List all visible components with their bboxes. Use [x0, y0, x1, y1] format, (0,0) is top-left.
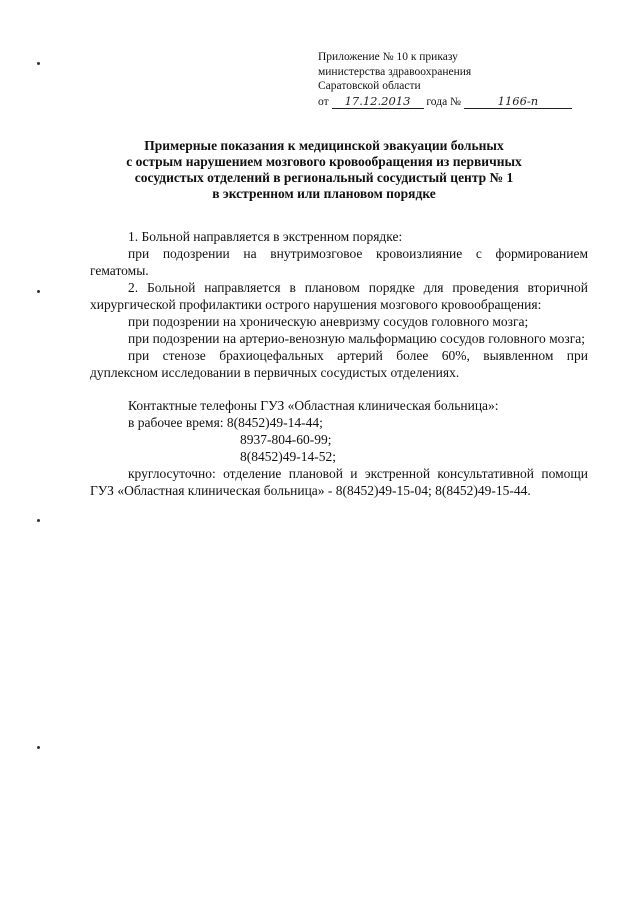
punch-hole-mark [37, 746, 40, 749]
punch-hole-mark [37, 519, 40, 522]
paragraph-stenosis: при стенозе брахиоцефальных артерий более 60%, выявленном при дуплексном исследовании в первичных сосудистых отделениях. [90, 348, 588, 380]
title-line: Примерные показания к медицинской эвакуации больных [144, 138, 504, 153]
header-date-line [318, 94, 572, 110]
header-line: Приложение № 10 к приказу [318, 51, 458, 63]
round-the-clock-contacts: круглосуточно: отделение плановой и экстренной консультативной помощи ГУЗ «Областная клиническая больница» - 8(8452)49-15-04; 8(8452)49-15-44. [90, 466, 588, 498]
phone-list [90, 414, 588, 465]
punch-hole-mark [37, 290, 40, 293]
work-hours-line [128, 414, 588, 431]
spacer [90, 381, 588, 397]
paragraph-malformation: при подозрении на артерио-венозную мальформацию сосудов головного мозга; [128, 331, 586, 346]
title-line: с острым нарушением мозгового кровообращения из первичных [126, 154, 522, 169]
year-suffix: года № [426, 95, 462, 108]
header-line: министерства здравоохранения [318, 65, 472, 78]
paragraph-aneurysm: при подозрении на хроническую аневризму сосудов головного мозга; [128, 314, 529, 329]
document-title [86, 138, 562, 202]
header-line: Саратовской области [318, 80, 421, 92]
handwritten-date: 17.12.2013 [332, 94, 424, 110]
phone-number: 8937-804-60-99; [240, 432, 332, 447]
punch-hole-mark [37, 62, 40, 65]
work-hours-label: в рабочее время: [128, 415, 224, 430]
paragraph-emergency-indication: при подозрении на внутримозговое кровоизлияние с формированием гематомы. [90, 246, 588, 278]
phone-number: 8(8452)49-14-44; [226, 415, 323, 430]
title-line: в экстренном или плановом порядке [212, 186, 436, 201]
date-prefix: от [318, 95, 329, 108]
contacts-heading: Контактные телефоны ГУЗ «Областная клиническая больница»: [128, 398, 499, 413]
handwritten-order-number: 1166-п [464, 94, 572, 110]
paragraph-planned: 2. Больной направляется в плановом порядке для проведения вторичной хирургической профилактики острого нарушения мозгового кровообращения: [90, 280, 588, 312]
paragraph-emergency: 1. Больной направляется в экстренном порядке: [128, 229, 403, 244]
appendix-header [318, 50, 572, 109]
document-body [90, 228, 588, 499]
phone-number: 8(8452)49-14-52; [240, 449, 336, 464]
title-line: сосудистых отделений в региональный сосудистый центр № 1 [134, 170, 514, 185]
